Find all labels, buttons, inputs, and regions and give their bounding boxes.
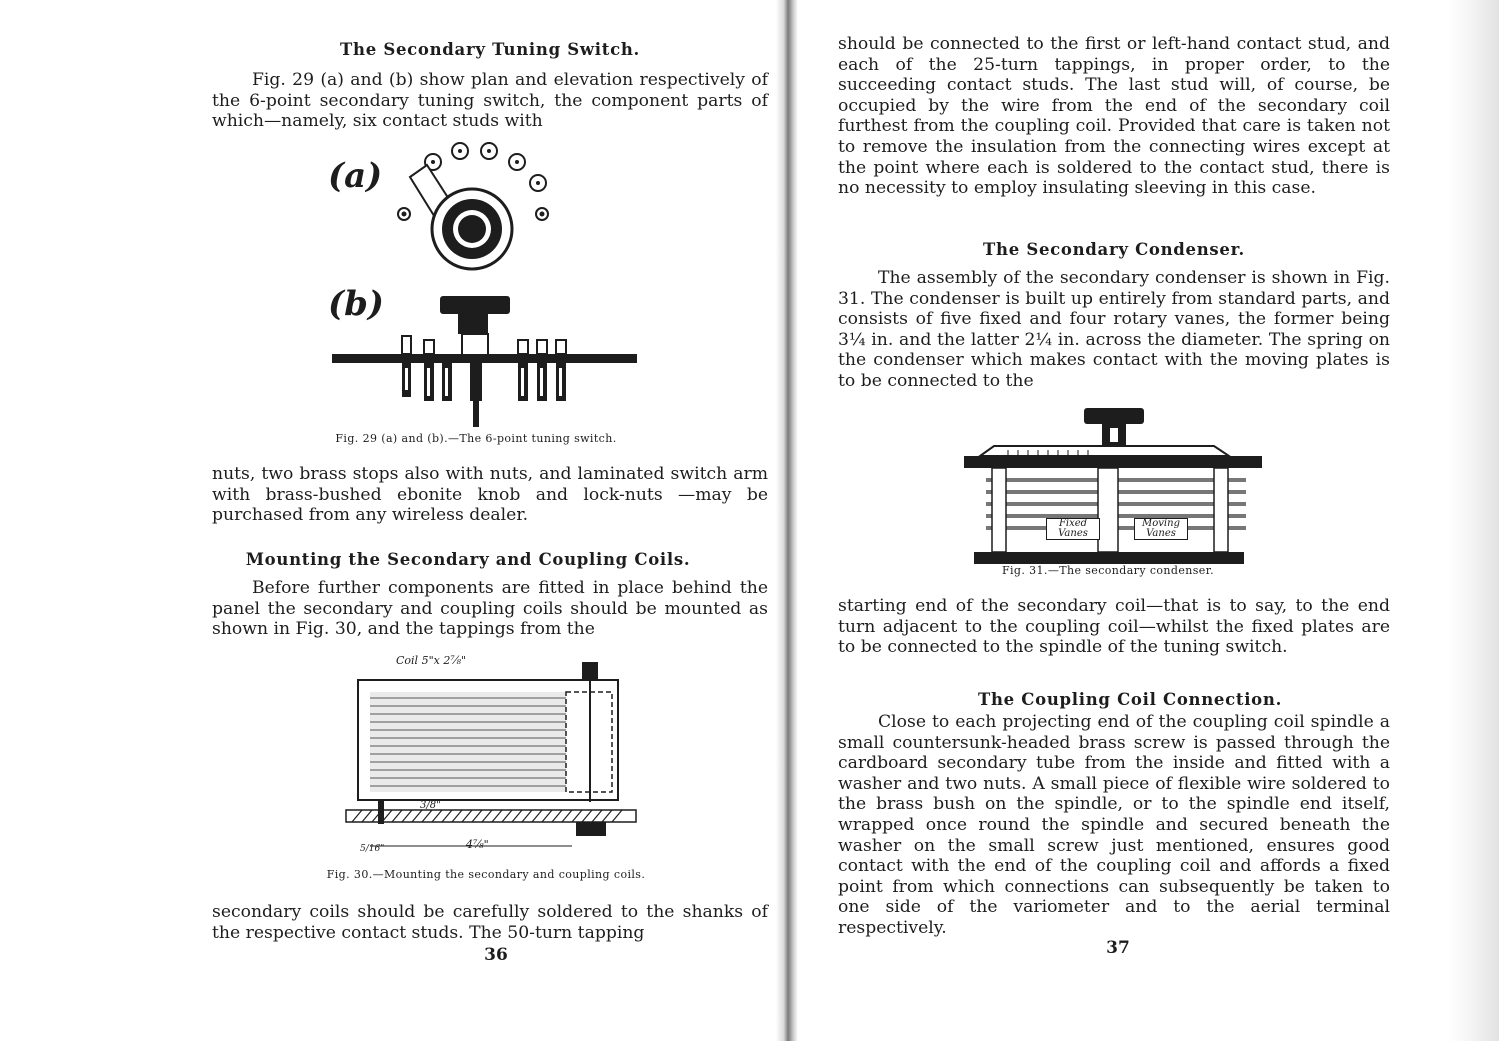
left-page [212,32,768,1032]
fig29-label-a: (a) [328,156,383,196]
heading-secondary-condenser: The Secondary Condenser. [983,240,1245,259]
page-edge [1449,0,1499,1041]
fig30-length-dimension: 4⅞" [466,838,489,851]
book-spine [776,0,798,1041]
fig31-label-fixed-vanes: Fixed Vanes [1046,518,1100,540]
paragraph: should be connected to the first or left-hand contact stud, and each of the 25-turn tappings, in proper order, to the succeeding contact studs. The last stud will, of course, be occupied by the wire from the end of the secondary coil furthest from the coupling coil. Provided that care is taken not to remove the insulation from the connecting wires except at the point where each is soldered to the contact stud, there is no necessity to employ insulating sleeving in this case. [838,34,1390,199]
paragraph: Before further components are fitted in place behind the panel the secondary and coupling coils should be mounted as shown in Fig. 30, and the tappings from the [212,578,768,640]
paragraph: starting end of the secondary coil—that is to say, to the end turn adjacent to the coupling coil—whilst the fixed plates are to be connected to the spindle of the tuning switch. [838,596,1390,658]
heading-secondary-tuning-switch: The Secondary Tuning Switch. [340,40,640,59]
fig30-small-dimension: 3/8" [420,800,441,811]
fig31-condenser [964,406,1264,566]
heading-coupling-coil-connection: The Coupling Coil Connection. [977,690,1283,709]
heading-mounting-coils: Mounting the Secondary and Coupling Coils. [245,550,691,569]
fig30-caption: Fig. 30.—Mounting the secondary and coupling coils. [326,868,646,881]
right-page [838,30,1390,1030]
paragraph: secondary coils should be carefully soldered to the shanks of the respective contact studs. The 50-turn tapping [212,902,768,943]
fig29a-switch-plan [392,137,572,272]
page-number: 37 [1106,938,1130,958]
fig29-label-b: (b) [328,284,384,324]
fig30-coil-mounting [340,662,640,862]
paragraph: Close to each projecting end of the coupling coil spindle a small countersunk-headed brass screw is passed through the cardboard secondary tube from the inside and fitted with a washer and two nuts. A small piece of flexible wire soldered to the brass bush on the spindle, or to the spindle end itself, wrapped once round the spindle and secured beneath the washer on the small screw just mentioned, ensures good contact with the end of the coupling coil and affords a fixed point from which connections can subsequently be taken to one side of the variometer and to the aerial terminal respectively. [838,712,1390,938]
fig29b-switch-elevation [332,290,672,435]
paragraph: Fig. 29 (a) and (b) show plan and elevation respectively of the 6-point secondary tuning switch, the component parts of which—namely, six contact studs with [212,70,768,132]
paragraph: nuts, two brass stops also with nuts, and laminated switch arm with brass-bushed ebonite knob and lock-nuts —may be purchased from any wireless dealer. [212,464,768,526]
fig29-caption: Fig. 29 (a) and (b).—The 6-point tuning switch. [335,432,617,445]
fig30-left-dimension: 5/16" [360,844,385,854]
page-number: 36 [484,945,508,965]
paragraph: The assembly of the secondary condenser is shown in Fig. 31. The condenser is built up entirely from standard parts, and consists of five fixed and four rotary vanes, the former being 3¼ in. and the latter 2¼ in. across the diameter. The spring on the condenser which makes contact with the moving plates is to be connected to the [838,268,1390,391]
fig31-label-moving-vanes: Moving Vanes [1134,518,1188,540]
fig30-coil-label: Coil 5"x 2⅞" [396,654,467,667]
fig31-caption: Fig. 31.—The secondary condenser. [1001,564,1215,577]
